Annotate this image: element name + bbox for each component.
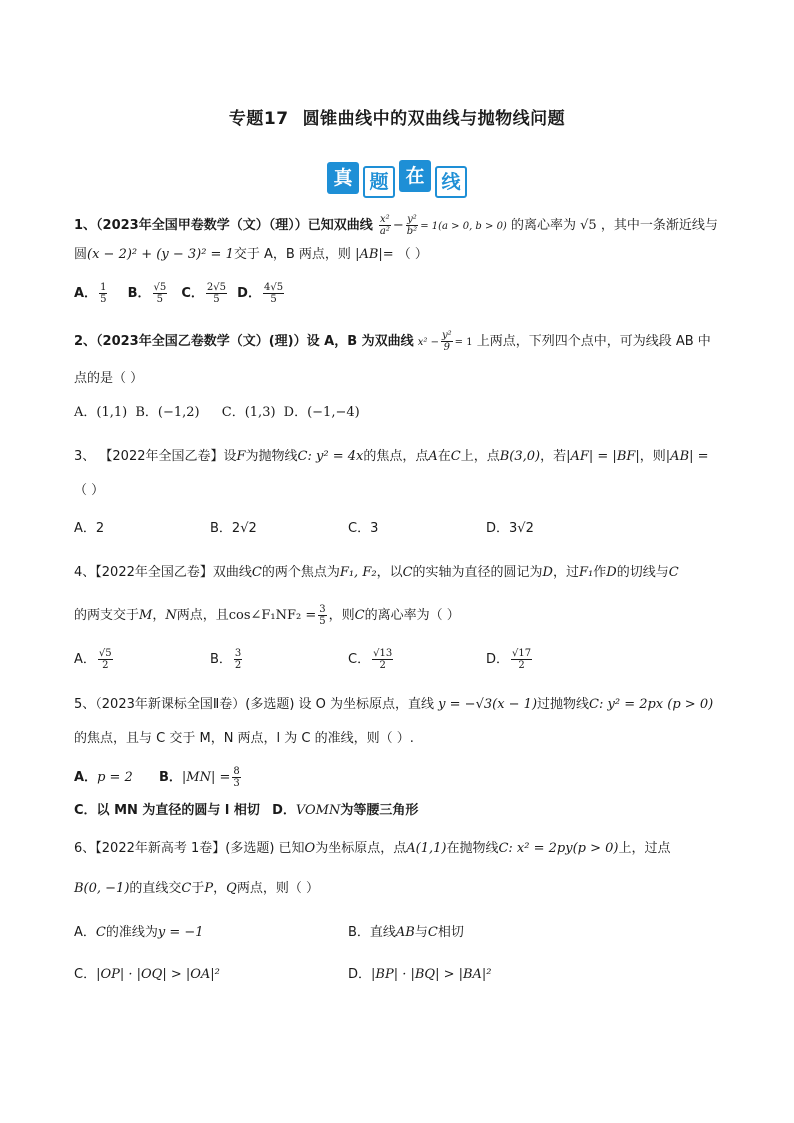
q1-opt-b-frac: $\frac{√5}{5}$ xyxy=(153,282,167,305)
q5-line1 xyxy=(74,696,713,714)
q6-opt-a-text: 的准线为 xyxy=(105,925,158,940)
q4-opt-b-label: B． xyxy=(210,652,232,667)
q6-opt-d xyxy=(348,966,492,984)
badge-char-2: 题 xyxy=(363,166,395,198)
q3-A: A xyxy=(428,449,438,464)
q5-opt-cd xyxy=(74,802,418,820)
q6-comma: ， xyxy=(213,881,227,896)
q1-text-c: ，其中一条渐近线与 xyxy=(600,218,718,233)
q3-text-d: 在 xyxy=(437,449,451,464)
q1-frac-y2b2: $\frac{\text{y²}}{\text{b²}}$ xyxy=(406,214,418,237)
q4-opt-d-label: D． xyxy=(486,652,510,667)
q4-line2 xyxy=(74,604,460,627)
q6-opt-c-label: C． xyxy=(74,967,97,982)
q6-text-a: 6、【2022年新高考 1卷】(多选题) 已知 xyxy=(74,841,305,856)
q1-ecc: √5 xyxy=(580,218,597,233)
q3-F: F xyxy=(236,449,246,464)
q6-opt-b-label: B．直线 xyxy=(348,925,396,940)
q5-line-eq: y = −√3(x − 1) xyxy=(438,697,538,712)
q4-opt-b-frac: $\frac{3}{2}$ xyxy=(234,648,242,671)
q4-text-c: ，以 xyxy=(376,565,403,580)
q5-opt-d-tail: 为等腰三角形 xyxy=(340,803,419,818)
page-title xyxy=(0,104,794,129)
q1-text-intersect: 交于 A，B 两点，则 xyxy=(233,247,351,262)
q4-cos: cos∠F₁NF₂ = xyxy=(228,608,317,623)
q2-line1 xyxy=(74,330,711,353)
q6-opt-b-end: 相切 xyxy=(437,925,464,940)
q4-frac-35: $\frac{3}{5}$ xyxy=(319,604,326,627)
q4-opt-b xyxy=(210,648,244,671)
q1-paren: （ ） xyxy=(397,247,428,262)
q3-parabola: C: y² = 4x xyxy=(297,449,364,464)
q2-x2: x² − xyxy=(417,337,439,348)
q1-opt-d-label: D． xyxy=(237,286,261,301)
q3-text-e: 上，点 xyxy=(460,449,500,464)
q1-opt-a-label: A． xyxy=(74,286,98,301)
q4-comma: ， xyxy=(152,608,166,623)
q5-opt-a-label: A． xyxy=(74,770,98,785)
q6-line2 xyxy=(74,880,319,898)
q3-askAB: |AB| = xyxy=(665,449,709,464)
q2-frac-y29: $\frac{\text{y²}}{9}$ xyxy=(442,330,452,353)
q6-opt-b-text: 与 xyxy=(414,925,428,940)
q2-eq1: = 1 xyxy=(454,337,473,348)
q6-opt-a xyxy=(74,924,204,942)
q6-text-g: 两点，则（ ） xyxy=(236,881,319,896)
title-prefix: 专题17 xyxy=(228,109,289,129)
q6-opt-c xyxy=(74,966,220,984)
q4-text-e: ，过 xyxy=(552,565,579,580)
q4-text-h: 的两支交于 xyxy=(74,608,140,623)
q6-line1 xyxy=(74,840,670,858)
q4-text-d: 的实轴为直径的圆记为 xyxy=(412,565,543,580)
q6-opt-d-label: D． xyxy=(348,967,372,982)
q4-opt-c-label: C． xyxy=(348,652,371,667)
q3-text-g: ，则 xyxy=(639,449,666,464)
q5-opt-c: C．以 MN 为直径的圆与 l 相切 xyxy=(74,803,260,818)
q3-line1 xyxy=(74,448,709,466)
q6-pointA: A(1,1) xyxy=(406,841,447,856)
q1-text-a: 1、（2023年全国甲卷数学（文）（理））已知双曲线 xyxy=(74,218,373,233)
q2-opt-a: A．(1,1) xyxy=(74,405,128,420)
q2-opt-c: C．(1,3) xyxy=(221,405,276,420)
q4-line1 xyxy=(74,564,679,582)
title-main: 圆锥曲线中的双曲线与抛物线问题 xyxy=(302,109,566,129)
q6-opt-b-C: C xyxy=(427,925,438,940)
q4-D2: D xyxy=(606,565,617,580)
q5-opt-d-math: VOMN xyxy=(295,803,341,818)
q6-O: O xyxy=(304,841,316,856)
q4-text-i: 两点，且 xyxy=(176,608,229,623)
q5-text-a: 5、（2023年新课标全国Ⅱ卷）(多选题) 设 O 为坐标原点，直线 xyxy=(74,697,435,712)
q4-opt-c-frac: $\frac{√13}{2}$ xyxy=(373,648,393,671)
q1-opt-b-label: B． xyxy=(127,286,151,301)
q1-opt-a-frac: $\frac{1}{5}$ xyxy=(100,282,107,305)
q5-parabola: C: y² = 2px (p > 0) xyxy=(589,697,714,712)
q3-opt-c: C．3 xyxy=(348,521,379,536)
q4-text-j: ，则 xyxy=(328,608,355,623)
q4-C4: C xyxy=(354,608,365,623)
q1-text-circle: 圆 xyxy=(74,247,88,262)
q6-P: P xyxy=(204,881,214,896)
q1-ab: |AB|= xyxy=(355,247,394,262)
q3-text-b: 为抛物线 xyxy=(245,449,298,464)
q3-opt-a: A．2 xyxy=(74,521,105,536)
q4-C2: C xyxy=(402,565,413,580)
badge-char-1: 真 xyxy=(327,162,359,194)
q4-C1: C xyxy=(251,565,262,580)
q6-opt-b xyxy=(348,924,464,942)
q4-text-f: 作 xyxy=(593,565,607,580)
q1-hyperbola-cond: = 1(a > 0, b > 0) xyxy=(420,221,507,232)
q4-F1: F₁ xyxy=(579,565,594,580)
q6-text-c: 在抛物线 xyxy=(446,841,499,856)
q4-opt-a xyxy=(74,648,115,671)
q4-D1: D xyxy=(542,565,553,580)
q6-text-b: 为坐标原点，点 xyxy=(315,841,407,856)
q3-text-c: 的焦点，点 xyxy=(363,449,429,464)
q4-opt-d xyxy=(486,648,534,671)
q3-text-a: 3、 【2022年全国乙卷】设 xyxy=(74,449,237,464)
q1-opt-d-frac: $\frac{4√5}{5}$ xyxy=(263,282,284,305)
q1-opt-c-frac: $\frac{2√5}{5}$ xyxy=(206,282,227,305)
q6-opt-a-label: A． xyxy=(74,925,96,940)
q3-line2: （ ） xyxy=(74,483,105,498)
q4-opt-a-label: A． xyxy=(74,652,96,667)
q1-minus: − xyxy=(392,218,404,233)
q6-opt-a-math: y = −1 xyxy=(157,925,204,940)
q4-text-a: 4、【2022年全国乙卷】双曲线 xyxy=(74,565,252,580)
q2-options xyxy=(74,404,360,422)
q4-opt-a-frac: $\frac{√5}{2}$ xyxy=(98,648,112,671)
q5-opt-b-frac: $\frac{8}{3}$ xyxy=(233,766,240,789)
q2-opt-d: D．(−1,−4) xyxy=(283,405,360,420)
q1-opt-c-label: C． xyxy=(181,286,204,301)
q6-text-d: 上，过点 xyxy=(618,841,671,856)
q4-foci: F₁, F₂ xyxy=(339,565,377,580)
q1-text-b: 的离心率为 xyxy=(510,218,576,233)
q4-text-k: 的离心率为（ ） xyxy=(364,608,460,623)
q5-opt-d-label: D． xyxy=(272,803,296,818)
q5-opt-b-math: |MN| = xyxy=(181,770,231,785)
q4-opt-c xyxy=(348,648,395,671)
q3-cond: |AF| = |BF| xyxy=(566,449,640,464)
q4-opt-d-frac: $\frac{√17}{2}$ xyxy=(512,648,532,671)
q1-circle-eq: (x − 2)² + (y − 3)² = 1 xyxy=(87,247,234,262)
q6-opt-a-C: C xyxy=(95,925,106,940)
q4-N: N xyxy=(165,608,177,623)
q3-opt-b: B．2√2 xyxy=(210,521,257,536)
q3-pointB: B(3,0) xyxy=(499,449,541,464)
q4-text-b: 的两个焦点为 xyxy=(261,565,340,580)
q4-text-g: 的切线与 xyxy=(616,565,669,580)
q6-text-e: 的直线交 xyxy=(129,881,182,896)
q4-M: M xyxy=(139,608,153,623)
q6-parabola: C: x² = 2py(p > 0) xyxy=(498,841,619,856)
q6-Q: Q xyxy=(226,881,237,896)
q6-opt-c-math: |OP| · |OQ| > |OA|² xyxy=(96,967,220,982)
q1-line2 xyxy=(74,246,428,264)
badge-char-4: 线 xyxy=(435,166,467,198)
q6-opt-d-math: |BP| · |BQ| > |BA|² xyxy=(371,967,492,982)
q5-opt-ab xyxy=(74,766,243,789)
q4-C3: C xyxy=(668,565,679,580)
q5-line2: 的焦点，且与 C 交于 M，N 两点，l 为 C 的准线，则（ ）. xyxy=(74,731,414,746)
q3-C: C xyxy=(450,449,461,464)
zhenti-zaixian-badge xyxy=(327,158,467,198)
q2-text-a: 2、（2023年全国乙卷数学（文）(理)）设 A，B 为双曲线 xyxy=(74,334,414,349)
q5-text-b: 过抛物线 xyxy=(537,697,590,712)
q6-opt-b-AB: AB xyxy=(395,925,415,940)
q1-frac-x2a2: $\frac{\text{x²}}{\text{a²}}$ xyxy=(379,214,390,237)
q6-text-f: 于 xyxy=(191,881,205,896)
q3-opt-d: D．3√2 xyxy=(486,521,534,536)
q2-line2: 点的是（ ） xyxy=(74,371,144,386)
q5-opt-b-label: B． xyxy=(158,770,182,785)
q6-C1: C xyxy=(181,881,192,896)
q5-opt-a-math: p = 2 xyxy=(97,770,133,785)
badge-char-3: 在 xyxy=(399,160,431,192)
q3-text-f: ，若 xyxy=(540,449,567,464)
q2-text-b: 上两点，下列四个点中，可为线段 AB 中 xyxy=(476,334,711,349)
q1-line1 xyxy=(74,214,718,237)
q6-pointB: B(0, −1) xyxy=(74,881,130,896)
q2-opt-b: B．(−1,2) xyxy=(135,405,200,420)
q1-options xyxy=(74,282,286,305)
